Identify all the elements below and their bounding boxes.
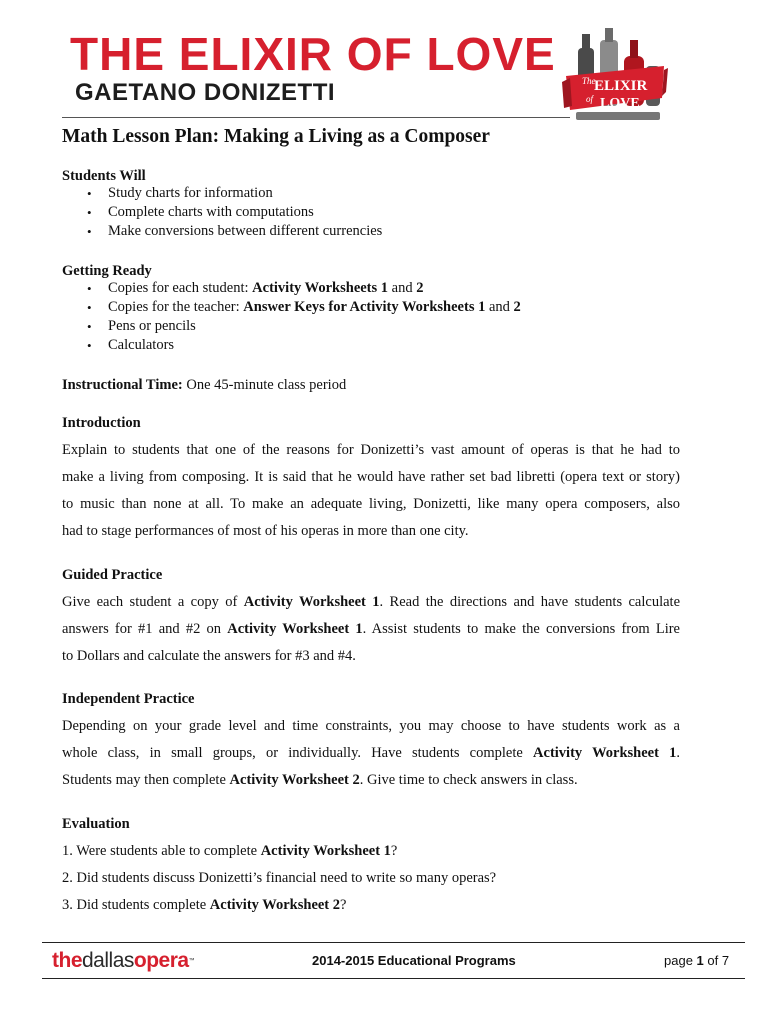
evaluation-question: 1. Were students able to complete Activity Worksheet 1?	[62, 843, 398, 859]
introduction-line: Explain to students that one of the reasons for Donizetti’s vast amount of operas is that he had to	[62, 442, 680, 458]
instructional-time-label: Instructional Time:	[62, 377, 183, 393]
instructional-time-value: One 45-minute class period	[182, 377, 347, 393]
banner-title: THE ELIXIR OF LOVE	[70, 28, 556, 80]
instructional-time	[62, 376, 346, 394]
getting-ready-heading: Getting Ready	[62, 263, 152, 279]
introduction-heading: Introduction	[62, 415, 141, 431]
guided-practice-line: to Dollars and calculate the answers for #3 and #4.	[62, 648, 356, 664]
list-item: • Copies for each student: Activity Worksheets 1 and 2	[87, 279, 521, 298]
getting-ready-list	[87, 279, 521, 355]
evaluation-question: 3. Did students complete Activity Worksheet 2?	[62, 897, 347, 913]
list-item: • Copies for the teacher: Answer Keys for Activity Worksheets 1 and 2	[87, 298, 521, 317]
list-item: • Make conversions between different currencies	[87, 222, 382, 241]
list-item: • Calculators	[87, 336, 521, 355]
evaluation-heading: Evaluation	[62, 816, 130, 832]
header-divider	[62, 117, 570, 118]
banner-subtitle: GAETANO DONIZETTI	[75, 79, 336, 106]
logo-word-of: of	[586, 94, 594, 104]
evaluation-question: 2. Did students discuss Donizetti’s financial need to write so many operas?	[62, 870, 497, 886]
introduction-line: had to stage performances of most of his operas in more than one city.	[62, 523, 469, 539]
independent-practice-line: Depending on your grade level and time constraints, you may choose to have students work as a	[62, 718, 680, 734]
guided-practice-heading: Guided Practice	[62, 567, 163, 583]
footer-bottom-rule	[42, 978, 745, 979]
dallas-opera-logo: thedallasopera™	[52, 949, 195, 972]
independent-practice-line: Students may then complete Activity Worksheet 2. Give time to check answers in class.	[62, 772, 578, 788]
footer-top-rule	[42, 942, 745, 943]
guided-practice-line: Give each student a copy of Activity Worksheet 1. Read the directions and have students calculate	[62, 594, 681, 610]
guided-practice-line: answers for #1 and #2 on Activity Worksheet 1. Assist students to make the conversions from Lire	[62, 621, 680, 637]
independent-practice-line: whole class, in small groups, or individually. Have students complete Activity Worksheet 1.	[62, 745, 680, 761]
page-number: page 1 of 7	[664, 953, 730, 968]
introduction-line: to music than none at all. To make an adequate living, Donizetti, like many opera composers, also	[62, 496, 680, 512]
students-will-list	[87, 184, 382, 241]
footer-program-label: 2014-2015 Educational Programs	[312, 953, 516, 968]
independent-practice-heading: Independent Practice	[62, 691, 195, 707]
logo-word-love: LOVE	[600, 96, 640, 111]
students-will-heading: Students Will	[62, 168, 146, 184]
page-title: Math Lesson Plan: Making a Living as a Composer	[62, 126, 490, 147]
list-item: • Study charts for information	[87, 184, 382, 203]
list-item: • Complete charts with computations	[87, 203, 382, 222]
logo-word-elixir: ELIXIR	[594, 78, 648, 94]
introduction-line: make a living from composing. It is said that he would have rather set bad libretti (opera text or story)	[62, 469, 680, 485]
list-item: • Pens or pencils	[87, 317, 521, 336]
elixir-of-love-logo	[560, 26, 670, 126]
logo-word-the: The	[582, 76, 596, 86]
